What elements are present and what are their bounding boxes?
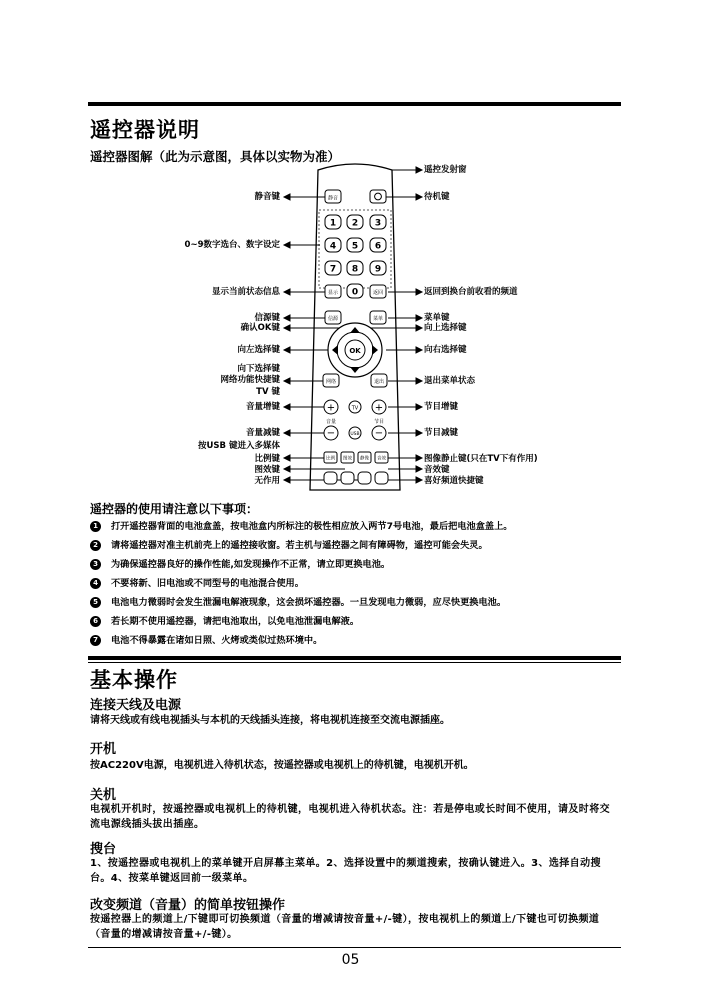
section-heading: 连接天线及电源 <box>90 698 182 713</box>
vol-label: 音量 <box>325 419 337 425</box>
note-number: 5 <box>90 597 101 608</box>
svg-text:−: − <box>374 428 384 439</box>
page-number: 05 <box>341 952 360 968</box>
digit-key-label: 3 <box>374 218 382 229</box>
exit-key-label: 退出 <box>373 379 385 385</box>
section-text: 电视机开机时，按遥控器或电视机上的待机键，电视机进入待机状态。注：若是停电或长时间不使用，请及时将交流电源线插头拔出插座。 <box>90 804 610 830</box>
ch-label: 节目 <box>373 419 385 425</box>
note-text: 打开遥控器背面的电池盒盖，按电池盒内所标注的极性相应放入两节7号电池，最后把电池盒盖上。 <box>111 521 513 532</box>
note-item <box>90 578 304 590</box>
note-number: 7 <box>90 635 101 646</box>
remote-caption: 遥控器图解（此为示意图，具体以实物为准） <box>90 149 341 164</box>
label-ch-down: 节目减键 <box>424 428 459 438</box>
note-item <box>90 635 322 647</box>
blank-key-4[interactable] <box>375 472 388 484</box>
label-network: 网络功能快捷键 <box>220 375 280 385</box>
menu-key-label: 菜单 <box>372 316 384 322</box>
note-text: 为确保遥控器良好的操作性能,如发现操作不正常，请立即更换电池。 <box>111 559 391 570</box>
section-text: 按遥控器上的频道上/下键即可切换频道（音量的增减请按音量+/-键），按电视机上的频道上/下键也可切换频道（音量的增减请按音量+/-键）。 <box>90 914 600 940</box>
usb-key-label: USB <box>350 432 360 437</box>
source-key-label: 信源 <box>327 316 339 322</box>
note-text: 电池电力微弱时会发生泄漏电解液现象，这会损坏遥控器。一旦发现电力微弱，应尽快更换电池。 <box>111 597 507 608</box>
section-heading: 开机 <box>90 742 117 757</box>
label-freeze: 图像静止键(只在TV下有作用) <box>424 454 538 464</box>
note-text: 不要将新、旧电池或不同型号的电池混合使用。 <box>111 578 304 589</box>
digit-key-label: 5 <box>351 241 359 252</box>
blank-key-2[interactable] <box>341 472 354 484</box>
label-exit: 退出菜单状态 <box>424 376 476 386</box>
label-ch-up: 节目增键 <box>424 402 459 412</box>
svg-text:+: + <box>374 402 384 414</box>
label-usb: 按USB 键进入多媒体 <box>198 441 280 451</box>
digit-key-label: 1 <box>329 218 337 229</box>
label-ok: 确认OK键 <box>240 323 280 333</box>
label-ir: 遥控发射窗 <box>424 165 467 175</box>
label-right: 向右选择键 <box>424 345 467 355</box>
label-vol-up: 音量增键 <box>245 402 280 412</box>
label-standby: 待机键 <box>424 192 450 202</box>
notes-title: 遥控器的使用请注意以下事项： <box>90 502 259 516</box>
label-sound: 音效键 <box>424 465 450 475</box>
tv-key-label: TV <box>351 405 359 412</box>
label-fav: 喜好频道快捷键 <box>424 476 484 486</box>
label-down: 向下选择键 <box>237 364 280 374</box>
svg-text:+: + <box>326 402 336 414</box>
note-text: 请将遥控器对准主机前壳上的遥控接收窗。若主机与遥控器之间有障碍物，遥控可能会失灵。 <box>111 540 488 551</box>
return-key-label: 返回 <box>372 290 384 296</box>
remote-illustration <box>0 150 701 510</box>
note-number: 3 <box>90 559 101 570</box>
digit-key-label: 8 <box>351 264 359 275</box>
bottom-key-label: 音效 <box>377 456 386 462</box>
note-number: 4 <box>90 578 101 589</box>
page-title: 遥控器说明 <box>90 118 200 142</box>
note-item <box>90 597 506 609</box>
bottom-key-label: 静像 <box>360 456 369 462</box>
mute-key-label: 静音 <box>327 195 339 202</box>
note-item <box>90 521 512 533</box>
section-text: 1、按遥控器或电视机上的菜单键开启屏幕主菜单。2、选择设置中的频道搜索，按确认键进入。3、选择自动搜台。4、按菜单键返回前一级菜单。 <box>90 858 601 884</box>
label-ratio: 比例键 <box>254 454 280 464</box>
display-key-label: 显示 <box>327 290 339 296</box>
ok-key-label: OK <box>349 347 361 355</box>
section-text: 请将天线或有线电视插头与本机的天线插头连接，将电视机连接至交流电源插座。 <box>90 715 450 726</box>
digit-key-label: 9 <box>374 264 382 275</box>
note-text: 若长期不使用遥控器，请把电池取出，以免电池泄漏电解液。 <box>111 616 360 627</box>
label-left: 向左选择键 <box>237 345 280 355</box>
note-item <box>90 540 488 552</box>
note-text: 电池不得暴露在诸如日照、火烤或类似过热环境中。 <box>111 635 323 646</box>
section-heading: 搜台 <box>90 842 117 857</box>
digit-key-label: 6 <box>374 241 382 252</box>
svg-text:−: − <box>326 428 336 439</box>
digit-key-label: 2 <box>351 218 359 229</box>
label-source: 信源键 <box>254 313 280 323</box>
note-number: 6 <box>90 616 101 627</box>
label-none: 无作用 <box>254 476 280 486</box>
blank-key-1[interactable] <box>324 472 337 484</box>
section-rule-thin <box>88 662 621 663</box>
basic-title: 基本操作 <box>90 668 178 692</box>
label-menu: 菜单键 <box>424 313 450 323</box>
label-mute: 静音键 <box>254 192 280 202</box>
note-item <box>90 559 390 571</box>
label-digits: 0~9数字选台、数字设定 <box>184 240 280 250</box>
label-vol-down: 音量减键 <box>245 428 280 438</box>
top-rule <box>88 102 621 106</box>
bottom-rule <box>88 947 621 948</box>
section-heading: 关机 <box>90 788 117 803</box>
note-item <box>90 616 359 628</box>
note-number: 2 <box>90 540 101 551</box>
label-up: 向上选择键 <box>424 323 467 333</box>
digit-key-label: 7 <box>329 264 337 275</box>
label-picture-mode: 图效键 <box>254 465 280 475</box>
note-number: 1 <box>90 521 101 532</box>
label-return: 返回到换台前收看的频道 <box>424 287 518 297</box>
section-heading: 改变频道（音量）的简单按钮操作 <box>90 898 286 913</box>
digit-key-label: 4 <box>329 241 337 252</box>
bottom-key-label: 图效 <box>343 456 352 462</box>
section-text: 按AC220V电源，电视机进入待机状态，按遥控器或电视机上的待机键，电视机开机。 <box>90 760 474 771</box>
network-key-label: 网络 <box>325 379 337 385</box>
section-rule <box>88 656 621 660</box>
bottom-key-label: 比例 <box>326 456 335 462</box>
standby-key[interactable] <box>370 190 386 203</box>
blank-key-3[interactable] <box>358 472 371 484</box>
label-display: 显示当前状态信息 <box>211 287 280 297</box>
digit-key-label: 0 <box>351 287 359 298</box>
label-tv: TV 键 <box>256 387 280 397</box>
